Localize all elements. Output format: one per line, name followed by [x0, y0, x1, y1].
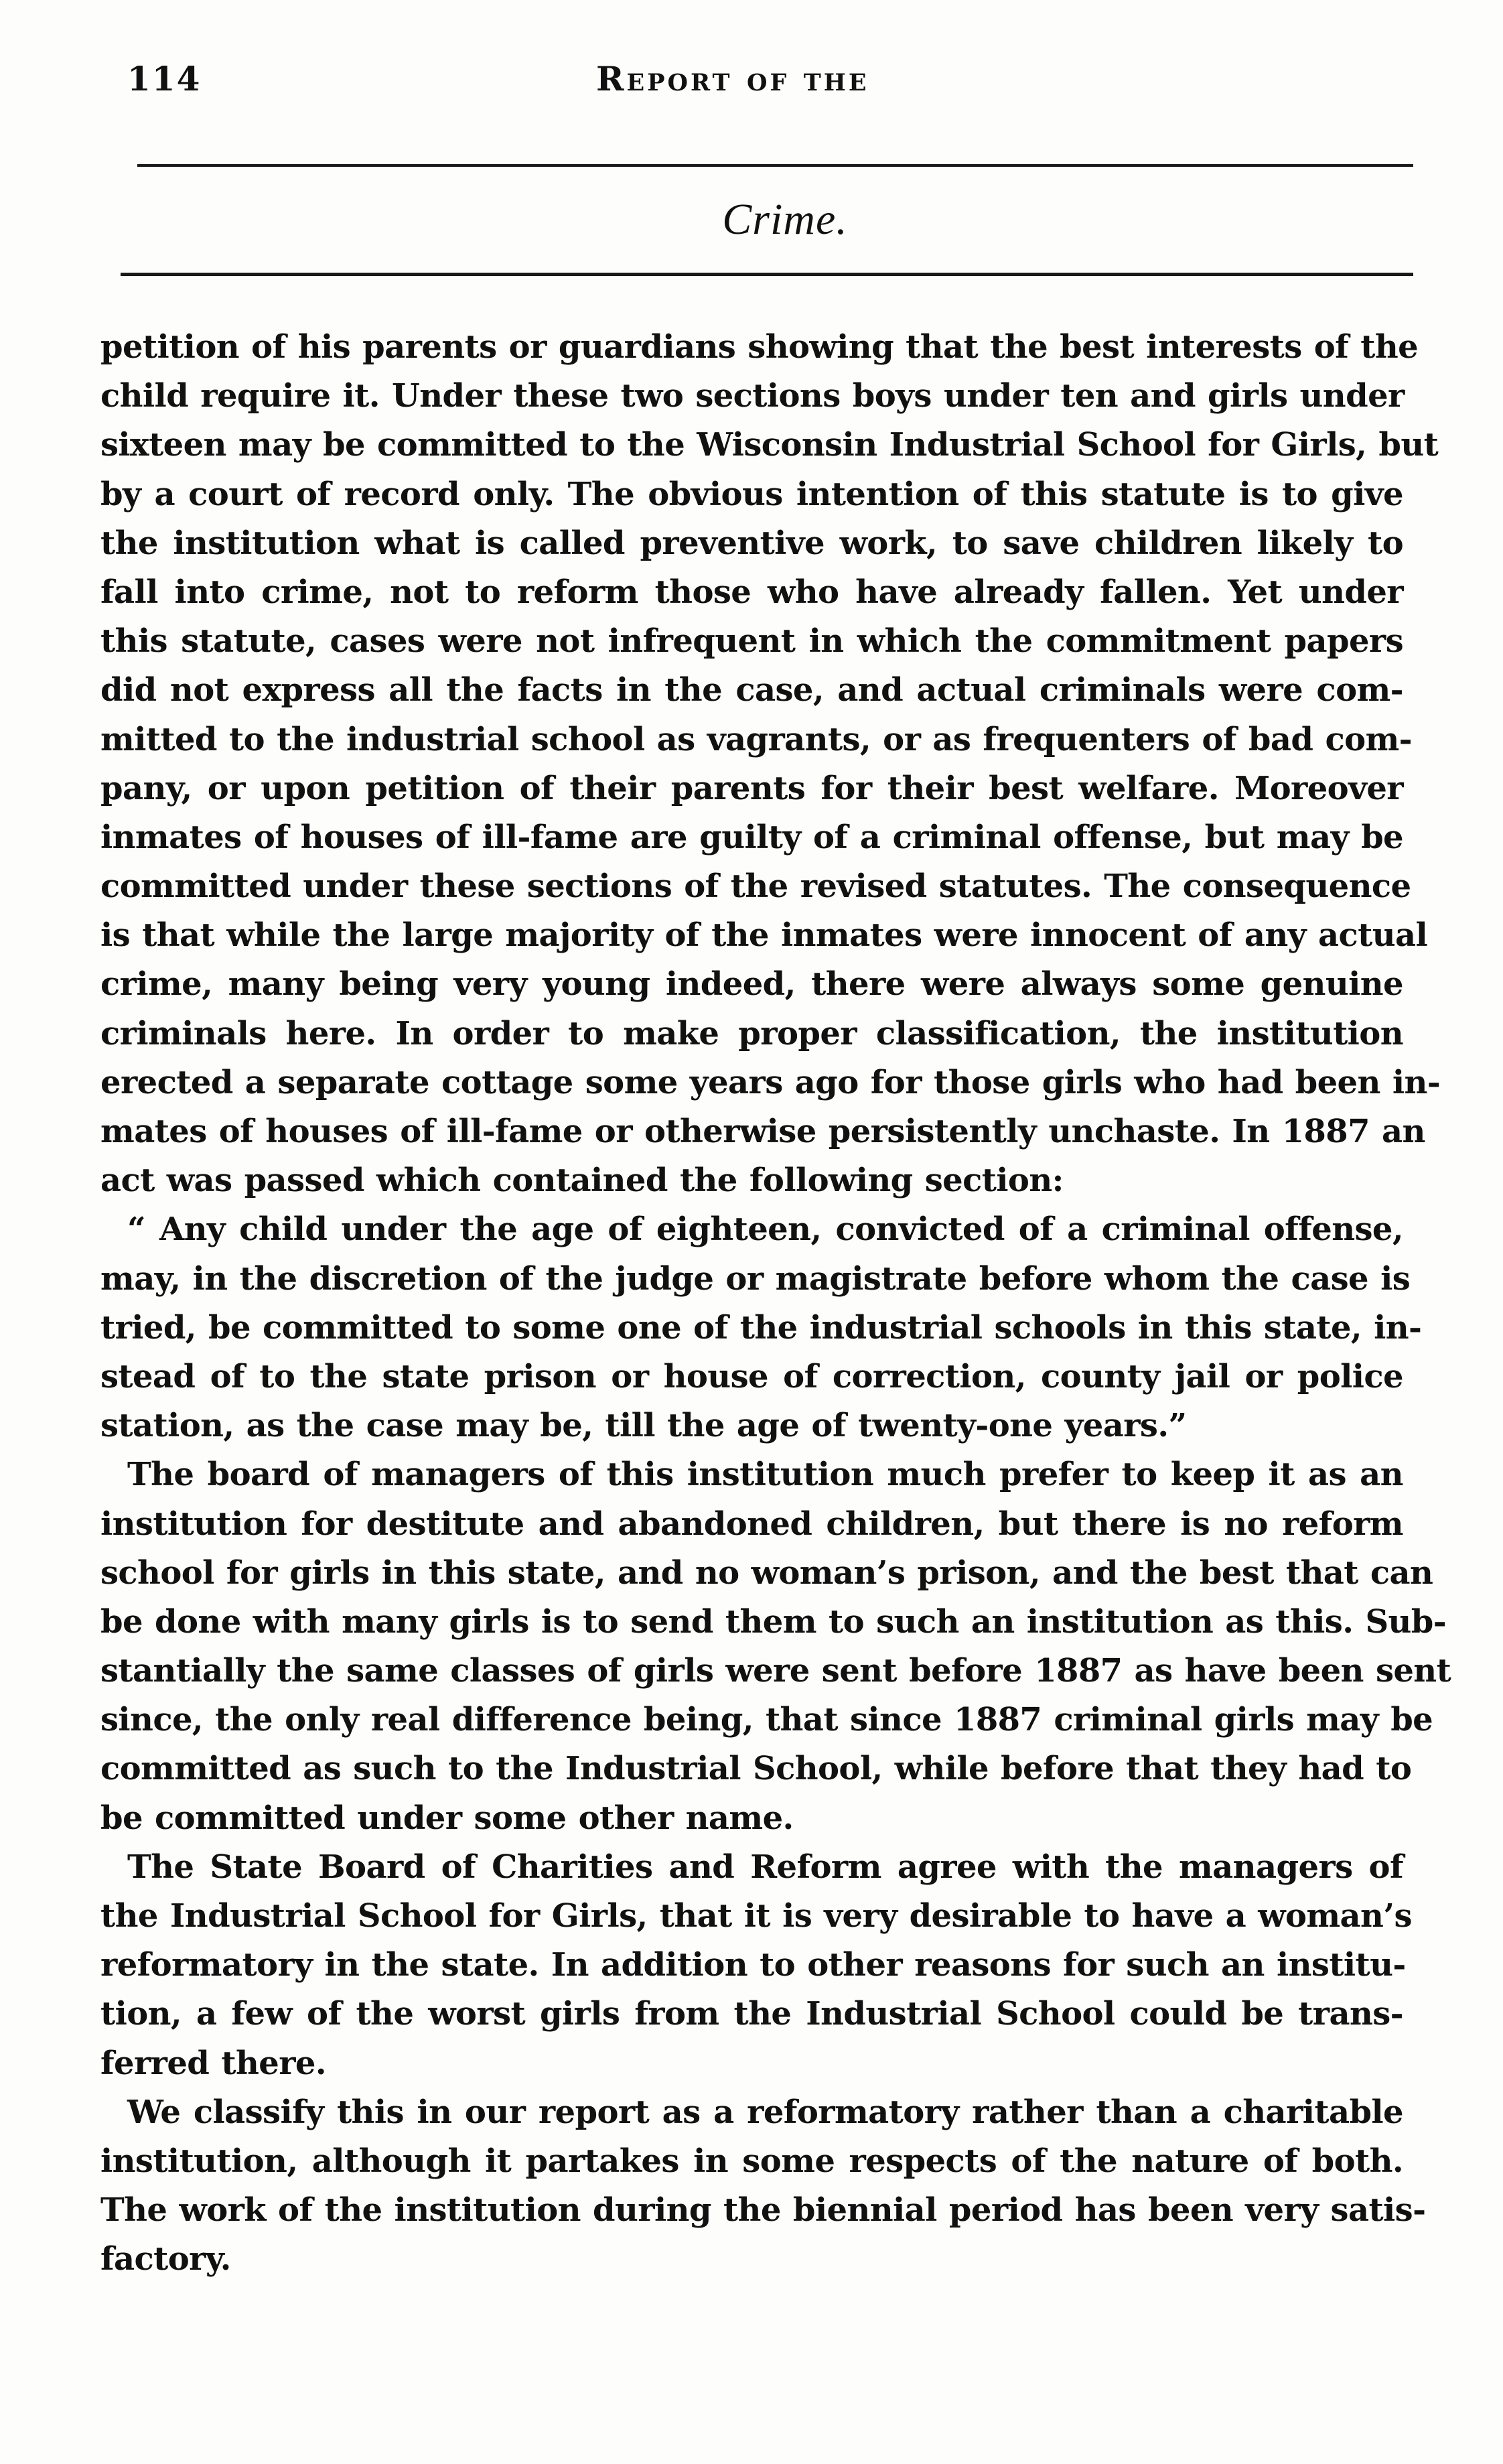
page-header: [127, 59, 1413, 106]
text-line: committed under these sections of the revised statutes. The consequence: [100, 868, 1411, 906]
page-number: 114: [127, 59, 202, 98]
quote-line: may, in the discretion of the judge or magistrate before whom the case is: [100, 1259, 1411, 1298]
text-line: this statute, cases were not infrequent in which the commitment papers: [100, 622, 1403, 661]
text-line: committed as such to the Industrial School, while before that they had to: [100, 1750, 1412, 1788]
header-rule-top: [137, 164, 1413, 167]
text-line: pany, or upon petition of their parents for their best welfare. Moreover: [100, 769, 1403, 807]
text-line: sixteen may be committed to the Wisconsin Industrial School for Girls, but: [100, 426, 1439, 464]
text-line: did not express all the facts in the case, and actual criminals were com-: [100, 671, 1403, 709]
text-line: crime, many being very young indeed, there were always some genuine: [100, 965, 1403, 1004]
text-line: child require it. Under these two sections boys under ten and girls under: [100, 377, 1405, 415]
text-line: the Industrial School for Girls, that it is very desirable to have a woman’s: [100, 1897, 1412, 1935]
text-line: criminals here. In order to make proper classification, the institution: [100, 1014, 1403, 1052]
text-line: school for girls in this state, and no woman’s prison, and the best that can: [100, 1554, 1433, 1592]
text-line: tion, a few of the worst girls from the Industrial School could be trans-: [100, 1995, 1403, 2033]
text-line: stantially the same classes of girls were sent before 1887 as have been sent: [100, 1652, 1451, 1690]
text-line: mitted to the industrial school as vagrants, or as frequenters of bad com-: [100, 720, 1413, 758]
section-title: Crime.: [722, 195, 848, 244]
text-line: since, the only real difference being, that since 1887 criminal girls may be: [100, 1701, 1433, 1739]
text-line: The board of managers of this institution much prefer to keep it as an: [127, 1456, 1403, 1494]
text-line: institution for destitute and abandoned children, but there is no reform: [100, 1505, 1403, 1543]
text-line: We classify this in our report as a reformatory rather than a charitable: [127, 2093, 1403, 2131]
text-line: act was passed which contained the following section:: [100, 1162, 1064, 1200]
text-line: reformatory in the state. In addition to other reasons for such an institu-: [100, 1946, 1406, 1984]
text-line: mates of houses of ill-fame or otherwise persistently unchaste. In 1887 an: [100, 1113, 1425, 1150]
running-head: Report of the: [596, 59, 869, 98]
text-line: be done with many girls is to send them to such an institution as this. Sub-: [100, 1602, 1447, 1641]
text-line: by a court of record only. The obvious intention of this statute is to give: [100, 475, 1403, 513]
text-line: The work of the institution during the biennial period has been very satis-: [100, 2191, 1426, 2230]
header-rule-bottom: [121, 273, 1413, 276]
text-line: institution, although it partakes in some respects of the nature of both.: [100, 2142, 1403, 2180]
text-line: the institution what is called preventive work, to save children likely to: [100, 524, 1403, 562]
text-line: ferred there.: [100, 2044, 326, 2082]
quote-line: stead of to the state prison or house of correction, county jail or police: [100, 1357, 1403, 1395]
text-line: is that while the large majority of the inmates were innocent of any actual: [100, 916, 1428, 955]
body-text: [100, 323, 1451, 2284]
text-line: be committed under some other name.: [100, 1799, 794, 1837]
text-line: petition of his parents or guardians showing that the best interests of the: [100, 328, 1419, 366]
text-line: fall into crime, not to reform those who have already fallen. Yet under: [100, 573, 1403, 611]
quote-line: “ Any child under the age of eighteen, convicted of a criminal offense,: [127, 1211, 1403, 1249]
text-line: erected a separate cottage some years ago for those girls who had been in-: [100, 1063, 1441, 1101]
text-line: inmates of houses of ill-fame are guilty of a criminal offense, but may be: [100, 818, 1403, 856]
quote-line: tried, be committed to some one of the industrial schools in this state, in-: [100, 1308, 1422, 1347]
text-line: factory.: [100, 2240, 231, 2278]
quote-line: station, as the case may be, till the age of twenty-one years.”: [100, 1407, 1187, 1445]
text-line: The State Board of Charities and Reform agree with the managers of: [127, 1848, 1403, 1886]
